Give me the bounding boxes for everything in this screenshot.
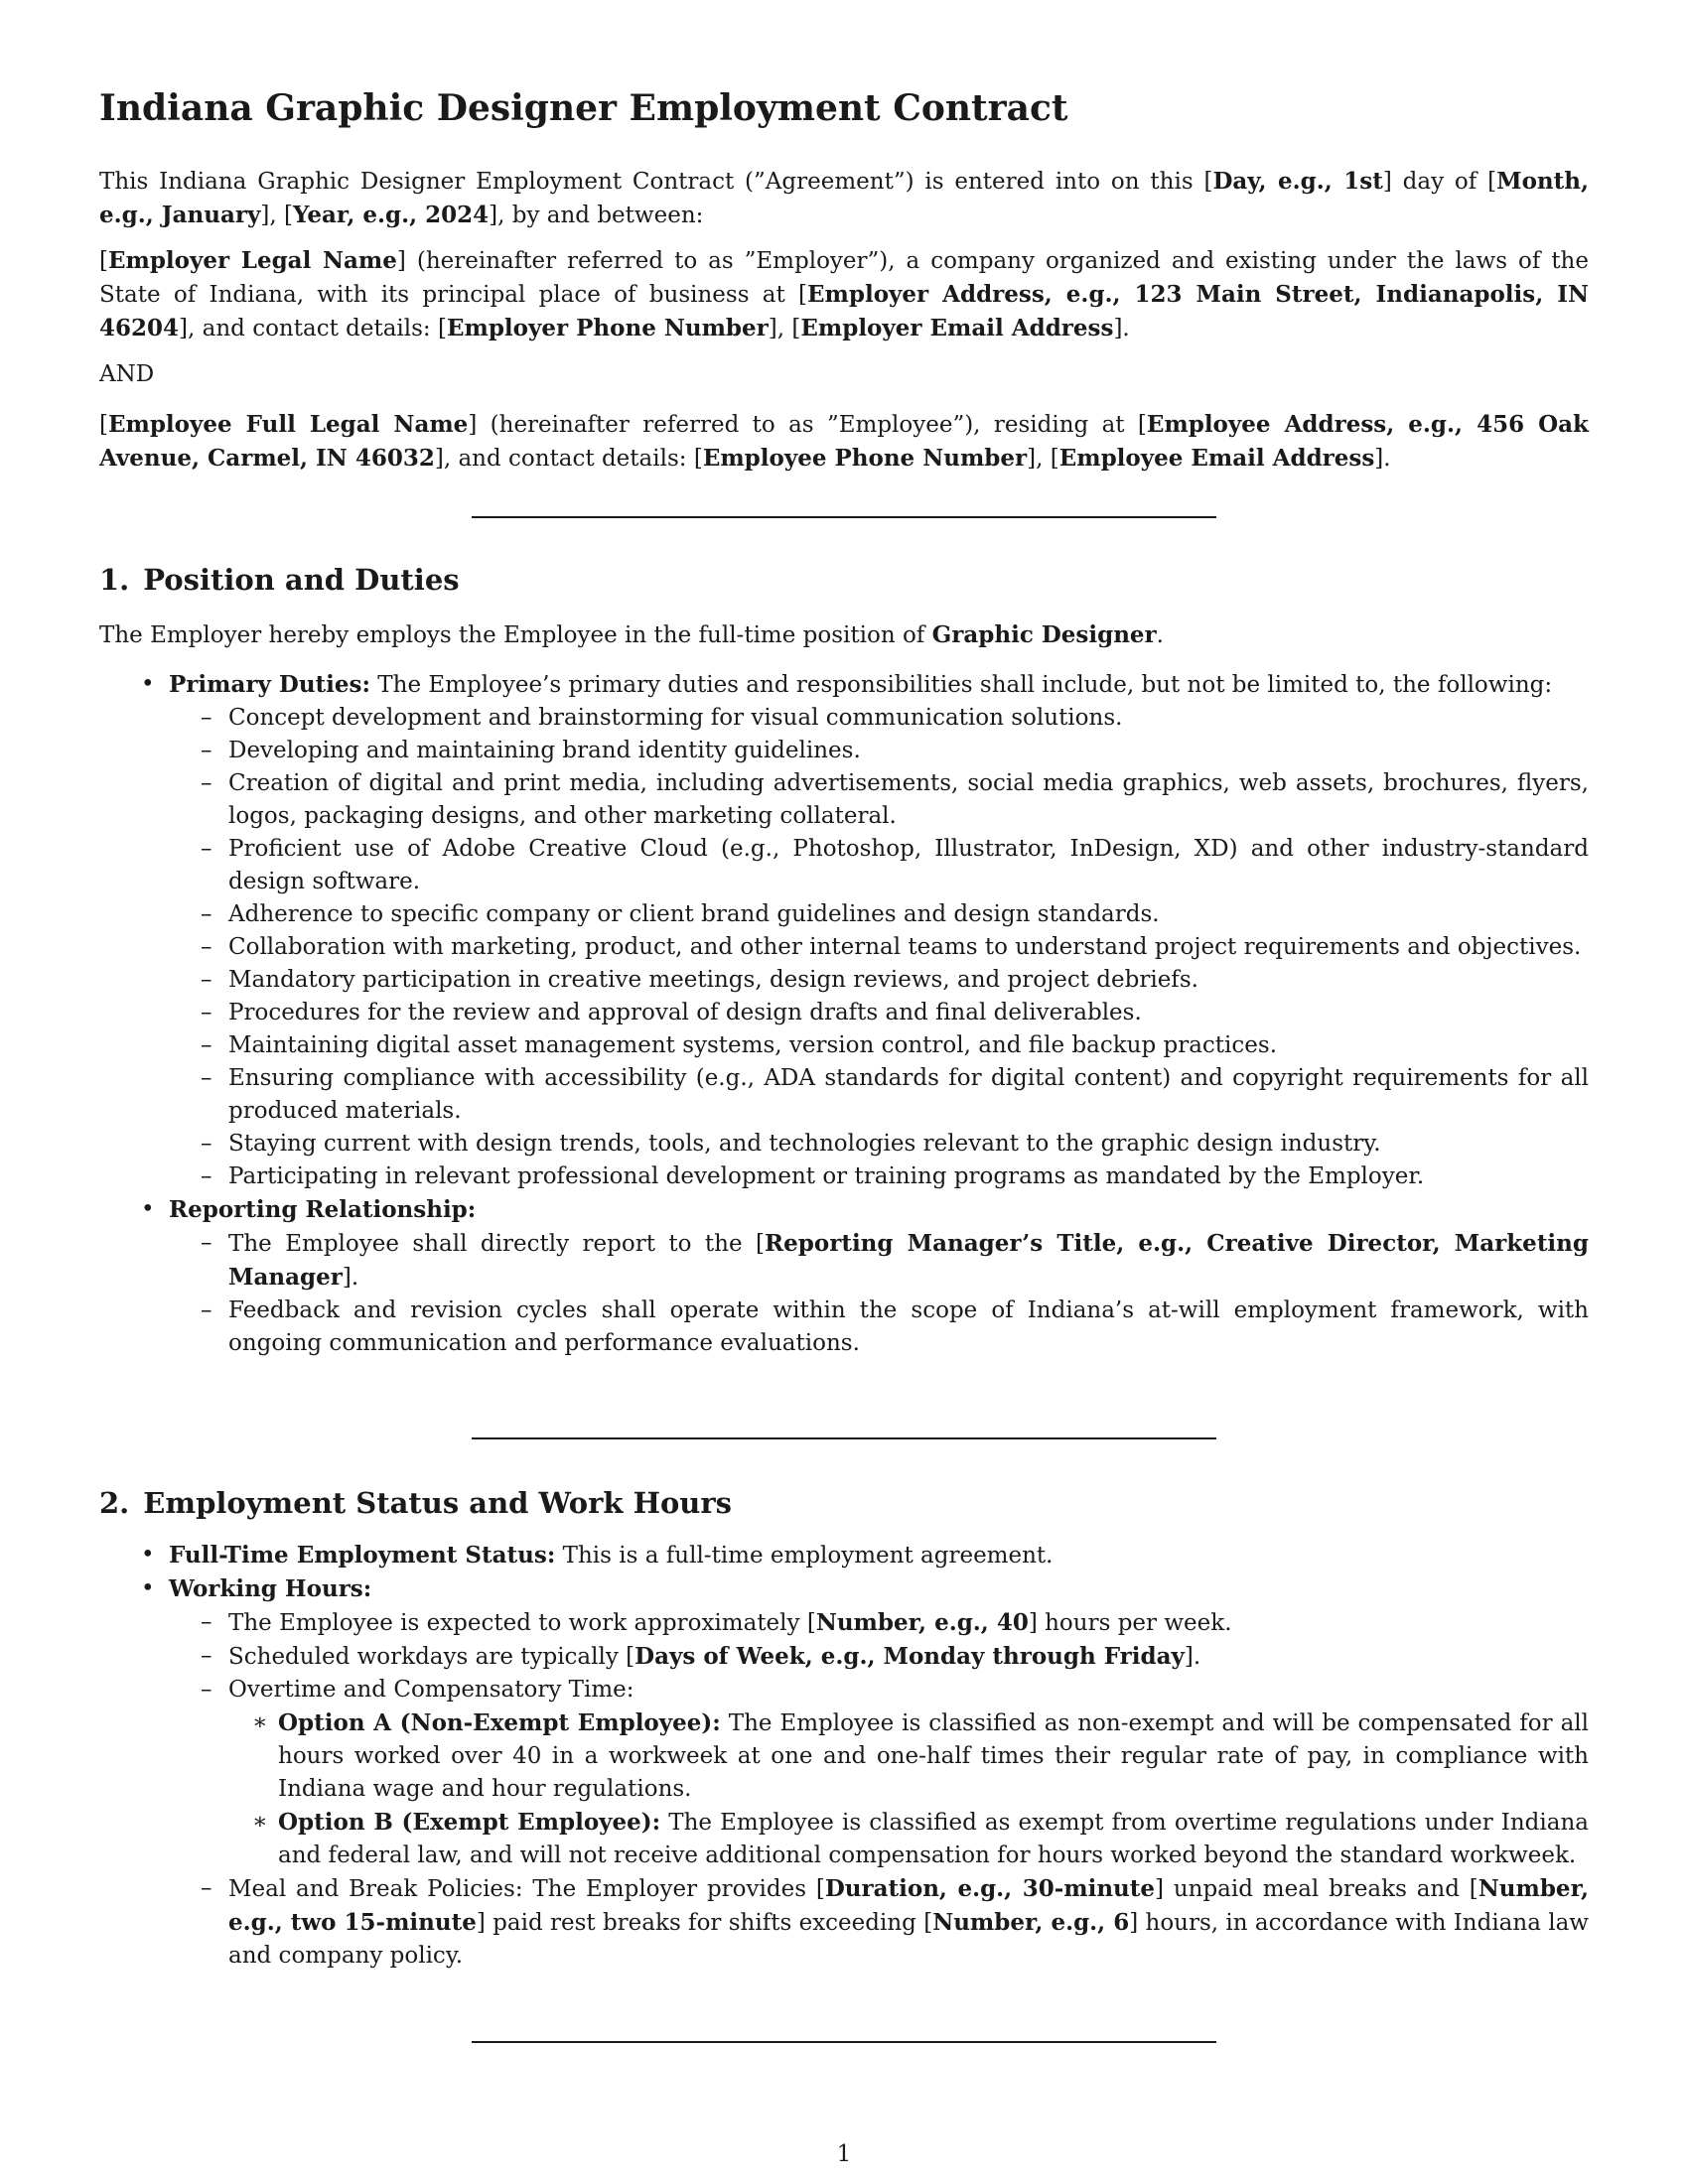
list-item: – Proficient use of Adobe Creative Cloud (e.g., Photoshop, Illustrator, InDesign, XD) and other industry-standard design software.: [169, 833, 1589, 898]
rest-breaks-placeholder: Number, e.g., two 15-minute: [228, 1875, 1590, 1936]
overtime-label: Overtime and Compensatory Time:: [228, 1677, 634, 1703]
list-item: [99, 1539, 1589, 1572]
list-item: – Creation of digital and print media, including advertisements, social media graphics, web assets, brochures, flyers, logos, packaging designs, and other marketing collateral.: [169, 767, 1589, 833]
reporting-text: The Employee shall directly report to the: [228, 1231, 757, 1257]
employee-address-placeholder: Employee Address, e.g., 456 Oak Avenue, Carmel, IN 46032: [99, 411, 1589, 472]
option-b-text: The Employee is classified as exempt from overtime regulations under Indiana and federal law, and will not receive additional compensation for hours worked beyond the standard workweek.: [278, 1810, 1590, 1868]
meal-text: Meal and Break Policies: The Employer provides: [228, 1876, 816, 1902]
employer-paragraph: [Employer Legal Name] (hereinafter referred to as ”Employer”), a company organized and existing under the laws of the State of Indiana, with its principal place of business at [Employer Address, e.g., 123 Main Street, Indianapolis, IN 46204], and contact details: [Employer Phone Number], [Employer Email Address].: [99, 247, 1589, 341]
option-b-label: Option B (Exempt Employee):: [278, 1809, 661, 1836]
employer-text: , and contact details:: [188, 316, 438, 341]
position-lead-paragraph: [99, 618, 1589, 652]
list-item: – Meal and Break Policies: The Employer provides [Duration, e.g., 30-minute] unpaid meal breaks and [Number, e.g., two 15-minute] paid rest breaks for shifts exceeding [Number, e.g., 6] hours, in accordance with Indiana law and company policy.: [169, 1872, 1589, 1973]
employee-phone-placeholder: Employee Phone Number: [702, 445, 1028, 472]
duties-sublist: [169, 702, 1589, 1193]
employer-email-placeholder: Employer Email Address: [800, 315, 1114, 341]
hours-number-placeholder: Number, e.g., 40: [815, 1609, 1029, 1636]
full-time-status-label: Full-Time Employment Status:: [169, 1542, 556, 1569]
hours-text: hours per week.: [1037, 1610, 1232, 1636]
day-placeholder: Day, e.g., 1st: [1212, 168, 1383, 195]
reporting-sublist: [169, 1227, 1589, 1360]
employer-address-placeholder: Employer Address, e.g., 123 Main Street, Indianapolis, IN 46204: [99, 281, 1589, 341]
position-title: Graphic Designer: [931, 621, 1157, 648]
list-item: – Scheduled workdays are typically [Days of Week, e.g., Monday through Friday].: [169, 1640, 1589, 1674]
list-item: – Maintaining digital asset management systems, version control, and file backup practices.: [169, 1029, 1589, 1062]
list-item: – Adherence to specific company or client brand guidelines and design standards.: [169, 898, 1589, 931]
days-text: .: [1193, 1644, 1201, 1670]
meal-duration-placeholder: Duration, e.g., 30-minute: [824, 1875, 1156, 1902]
intro-text: , by and between:: [497, 203, 704, 228]
shift-hours-placeholder: Number, e.g., 6: [932, 1909, 1130, 1936]
intro-text: This Indiana Graphic Designer Employment Contract (”Agreement”) is entered into on this: [99, 169, 1204, 195]
list-item: – Mandatory participation in creative meetings, design reviews, and project debriefs.: [169, 964, 1589, 997]
primary-duties-text: The Employee’s primary duties and responsibilities shall include, but not be limited to, the following:: [369, 672, 1553, 698]
list-item: [228, 1806, 1589, 1872]
section-divider: [472, 2041, 1216, 2043]
position-text: The Employer hereby employs the Employee in the full-time position of: [99, 622, 932, 648]
overtime-options-list: [228, 1706, 1589, 1872]
days-text: Scheduled workdays are typically: [228, 1644, 627, 1670]
section-heading-employment-status: [99, 1486, 732, 1520]
reporting-manager-placeholder: Reporting Manager’s Title, e.g., Creative Director, Marketing Manager: [228, 1230, 1589, 1291]
employee-text: .: [1383, 446, 1391, 472]
employment-status-list: [99, 1539, 1589, 1973]
list-item: – Staying current with design trends, tools, and technologies relevant to the graphic design industry.: [169, 1128, 1589, 1160]
section-title: Employment Status and Work Hours: [143, 1486, 732, 1520]
primary-duties-label: Primary Duties:: [169, 671, 370, 698]
employee-text: ,: [1036, 446, 1051, 472]
intro-text: day of: [1391, 169, 1488, 195]
reporting-relationship-label: Reporting Relationship:: [169, 1196, 477, 1223]
employer-phone-placeholder: Employer Phone Number: [446, 315, 769, 341]
list-item: – The Employee shall directly report to the [Reporting Manager’s Title, e.g., Creative Director, Marketing Manager].: [169, 1227, 1589, 1295]
full-time-status-text: This is a full-time employment agreement.: [555, 1543, 1054, 1569]
section-number: 1.: [99, 563, 130, 597]
list-item: [99, 1572, 1589, 1973]
working-hours-label: Working Hours:: [169, 1575, 372, 1602]
option-a-text: The Employee is classified as non-exempt and will be compensated for all hours worked over 40 in a workweek at one and one-half times their regular rate of pay, in compliance with Indiana wage and hour regulations.: [278, 1710, 1589, 1802]
working-hours-sublist: [169, 1606, 1589, 1973]
list-item: – Procedures for the review and approval of design drafts and final deliverables.: [169, 997, 1589, 1029]
reporting-text: .: [351, 1265, 359, 1291]
days-placeholder: Days of Week, e.g., Monday through Friday: [634, 1643, 1185, 1670]
position-text: .: [1156, 622, 1164, 648]
employee-name-placeholder: Employee Full Legal Name: [107, 411, 469, 438]
list-item: – Collaboration with marketing, product, and other internal teams to understand project requirements and objectives.: [169, 931, 1589, 964]
hours-text: The Employee is expected to work approximately: [228, 1610, 807, 1636]
meal-text: paid rest breaks for shifts exceeding: [485, 1910, 924, 1936]
list-item: – Ensuring compliance with accessibility (e.g., ADA standards for digital content) and copyright requirements for all produced materials.: [169, 1062, 1589, 1128]
meal-text: hours, in accordance with Indiana law and company policy.: [228, 1910, 1589, 1969]
document-page: [99, 0, 1589, 2184]
section-divider: [472, 1437, 1216, 1439]
employer-text: .: [1122, 316, 1130, 341]
document-title: Indiana Graphic Designer Employment Contract: [99, 87, 1068, 129]
month-placeholder: Month, e.g., January: [99, 168, 1589, 228]
intro-text: ,: [269, 203, 284, 228]
section-divider: [472, 516, 1216, 518]
employer-text: (hereinafter referred to as ”Employer”), a company organized and existing under the laws of the State of Indiana, with its principal place of business at: [99, 248, 1589, 308]
employee-email-placeholder: Employee Email Address: [1058, 445, 1375, 472]
list-item: [228, 1706, 1589, 1806]
list-item: – Concept development and brainstorming for visual communication solutions.: [169, 702, 1589, 735]
employer-name-placeholder: Employer Legal Name: [107, 247, 397, 274]
year-placeholder: Year, e.g., 2024: [292, 202, 490, 228]
list-item: – The Employee is expected to work approximately [Number, e.g., 40] hours per week.: [169, 1606, 1589, 1640]
intro-paragraph: This Indiana Graphic Designer Employment Contract (”Agreement”) is entered into on this [Day, e.g., 1st] day of [Month, e.g., January], [Year, e.g., 2024], by and between:: [99, 168, 1589, 228]
list-item: [99, 668, 1589, 1193]
list-item: – Participating in relevant professional development or training programs as mandated by the Employer.: [169, 1160, 1589, 1193]
list-item: – Feedback and revision cycles shall operate within the scope of Indiana’s at-will employment framework, with ongoing communication and performance evaluations.: [169, 1295, 1589, 1360]
meal-text: unpaid meal breaks and: [1164, 1876, 1470, 1902]
and-separator: AND: [99, 361, 155, 387]
page-number: 1: [836, 2141, 852, 2167]
list-item: [99, 1193, 1589, 1360]
employee-text: , and contact details:: [443, 446, 694, 472]
option-a-label: Option A (Non-Exempt Employee):: [278, 1709, 721, 1736]
section-number: 2.: [99, 1486, 130, 1520]
list-item: [169, 1674, 1589, 1872]
employer-text: ,: [776, 316, 792, 341]
list-item: – Developing and maintaining brand identity guidelines.: [169, 735, 1589, 767]
section-title: Position and Duties: [143, 563, 460, 597]
employee-text: (hereinafter referred to as ”Employee”), residing at: [477, 412, 1138, 438]
position-duties-list: [99, 668, 1589, 1360]
section-heading-position-duties: [99, 563, 460, 597]
employee-paragraph: [Employee Full Legal Name] (hereinafter referred to as ”Employee”), residing at [Employee Address, e.g., 456 Oak Avenue, Carmel, IN 46032], and contact details: [Employee Phone Number], [Employee Email Address].: [99, 411, 1589, 472]
